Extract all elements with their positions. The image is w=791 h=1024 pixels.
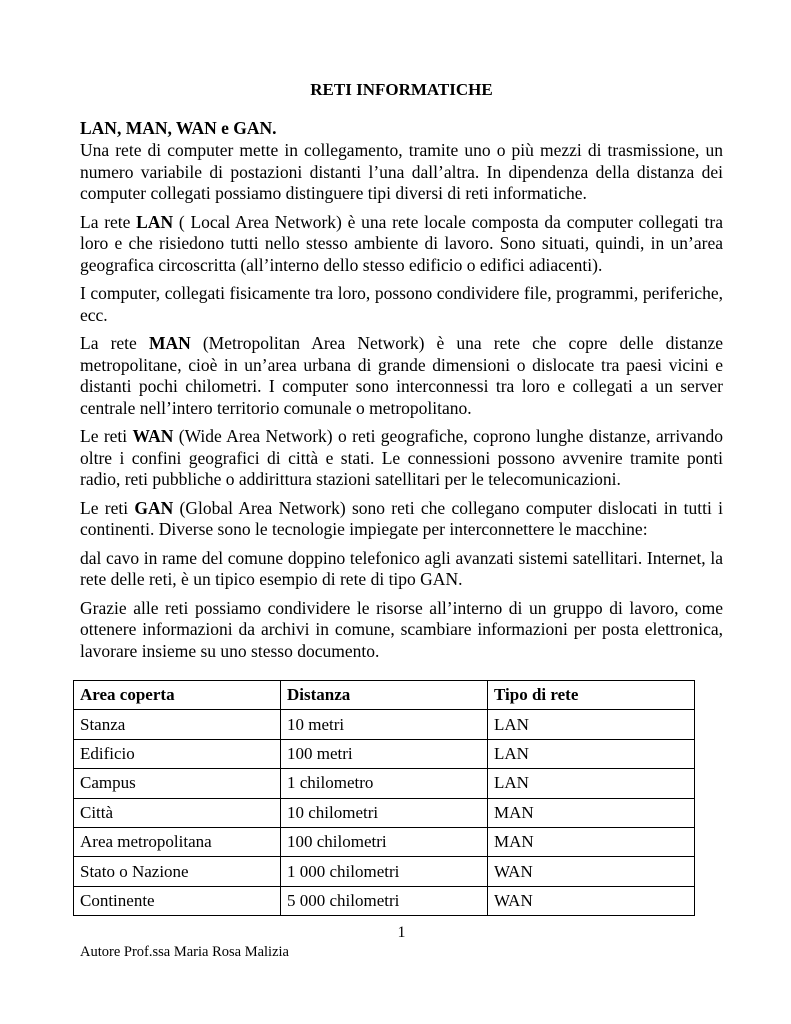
table-row <box>74 886 695 915</box>
term-gan: GAN <box>134 497 174 518</box>
document-title: RETI INFORMATICHE <box>310 80 493 99</box>
table-row <box>74 827 695 856</box>
paragraph-lan: La rete LAN ( Local Area Network) è una rete locale composta da computer collegati tra loro e che risiedono tutti nello stesso ambiente di lavoro. Sono situati, quindi, in un’area geografica circoscritta (all’interno dello stesso edificio o edifici adiacenti). <box>80 211 723 275</box>
column-header: Area coperta <box>74 681 281 710</box>
table-row <box>74 857 695 886</box>
page-number: 1 <box>397 924 406 941</box>
paragraph-sharing: I computer, collegati fisicamente tra loro, possono condividere file, programmi, periferiche, ecc. <box>80 283 723 325</box>
table-cell: LAN <box>488 710 695 739</box>
table-cell: Stato o Nazione <box>74 857 281 886</box>
paragraph-benefits: Grazie alle reti possiamo condividere le risorse all’interno di un gruppo di lavoro, come ottenere informazioni da archivi in comune, scambiare informazioni per posta elettronica, lavorare insieme su uno stesso documento. <box>80 597 723 661</box>
paragraph-intro: Una rete di computer mette in collegamento, tramite uno o più mezzi di trasmissione, un numero variabile di postazioni distanti l’una dall’altra. In dipendenza della distanza dei computer collegati possiamo distinguere tipi diversi di reti informatiche. <box>80 140 723 203</box>
table-row <box>74 798 695 827</box>
document-body <box>80 140 723 662</box>
paragraph-wan: Le reti WAN (Wide Area Network) o reti geografiche, coprono lunghe distanze, arrivando oltre i confini geografici di città e stati. Le connessioni possono avvenire tramite ponti radio, reti pubbliche o addirittura stazioni satellitari per le telecomunicazioni. <box>80 426 723 489</box>
section-heading: LAN, MAN, WAN e GAN. <box>80 118 277 138</box>
network-types-table <box>73 680 695 916</box>
table-cell: Campus <box>74 769 281 798</box>
column-header: Distanza <box>281 681 488 710</box>
table-row <box>74 710 695 739</box>
table-cell: LAN <box>488 769 695 798</box>
column-header: Tipo di rete <box>488 681 695 710</box>
table-cell: 100 metri <box>281 739 488 768</box>
table-cell: WAN <box>488 886 695 915</box>
table-cell: 5 000 chilometri <box>281 886 488 915</box>
footer-author: Autore Prof.ssa Maria Rosa Malizia <box>80 944 289 960</box>
paragraph-internet: dal cavo in rame del comune doppino telefonico agli avanzati sistemi satellitari. Internet, la rete delle reti, è un tipico esempio di rete di tipo GAN. <box>80 547 723 589</box>
table-cell: WAN <box>488 857 695 886</box>
table-row <box>74 769 695 798</box>
table-cell: 100 chilometri <box>281 827 488 856</box>
table-cell: Edificio <box>74 739 281 768</box>
term-wan: WAN <box>132 426 174 446</box>
table-cell: Area metropolitana <box>74 827 281 856</box>
table-row <box>74 739 695 768</box>
term-man: MAN <box>148 333 191 353</box>
table-cell: LAN <box>488 739 695 768</box>
paragraph-man: La rete MAN (Metropolitan Area Network) è una rete che copre delle distanze metropolitane, cioè in un’area urbana di grande dimensioni o dislocate tra paesi vicini e distanti pochi chilometri. I computer sono interconnessi tra loro e collegati a un server centrale nell’intero territorio comunale o metropolitano. <box>80 333 724 418</box>
table-cell: MAN <box>488 827 695 856</box>
table-cell: 1 000 chilometri <box>281 857 488 886</box>
table-cell: Continente <box>74 886 281 915</box>
table-cell: 10 chilometri <box>281 798 488 827</box>
paragraph-gan: Le reti GAN (Global Area Network) sono reti che collegano computer dislocati in tutti i continenti. Diverse sono le tecnologie impiegate per interconnettere le macchine: <box>80 497 723 539</box>
table-cell: 10 metri <box>281 710 488 739</box>
table-cell: 1 chilometro <box>281 769 488 798</box>
table-cell: Stanza <box>74 710 281 739</box>
table-cell: Città <box>74 798 281 827</box>
term-lan: LAN <box>136 211 174 232</box>
table-cell: MAN <box>488 798 695 827</box>
table-header-row <box>74 681 695 710</box>
